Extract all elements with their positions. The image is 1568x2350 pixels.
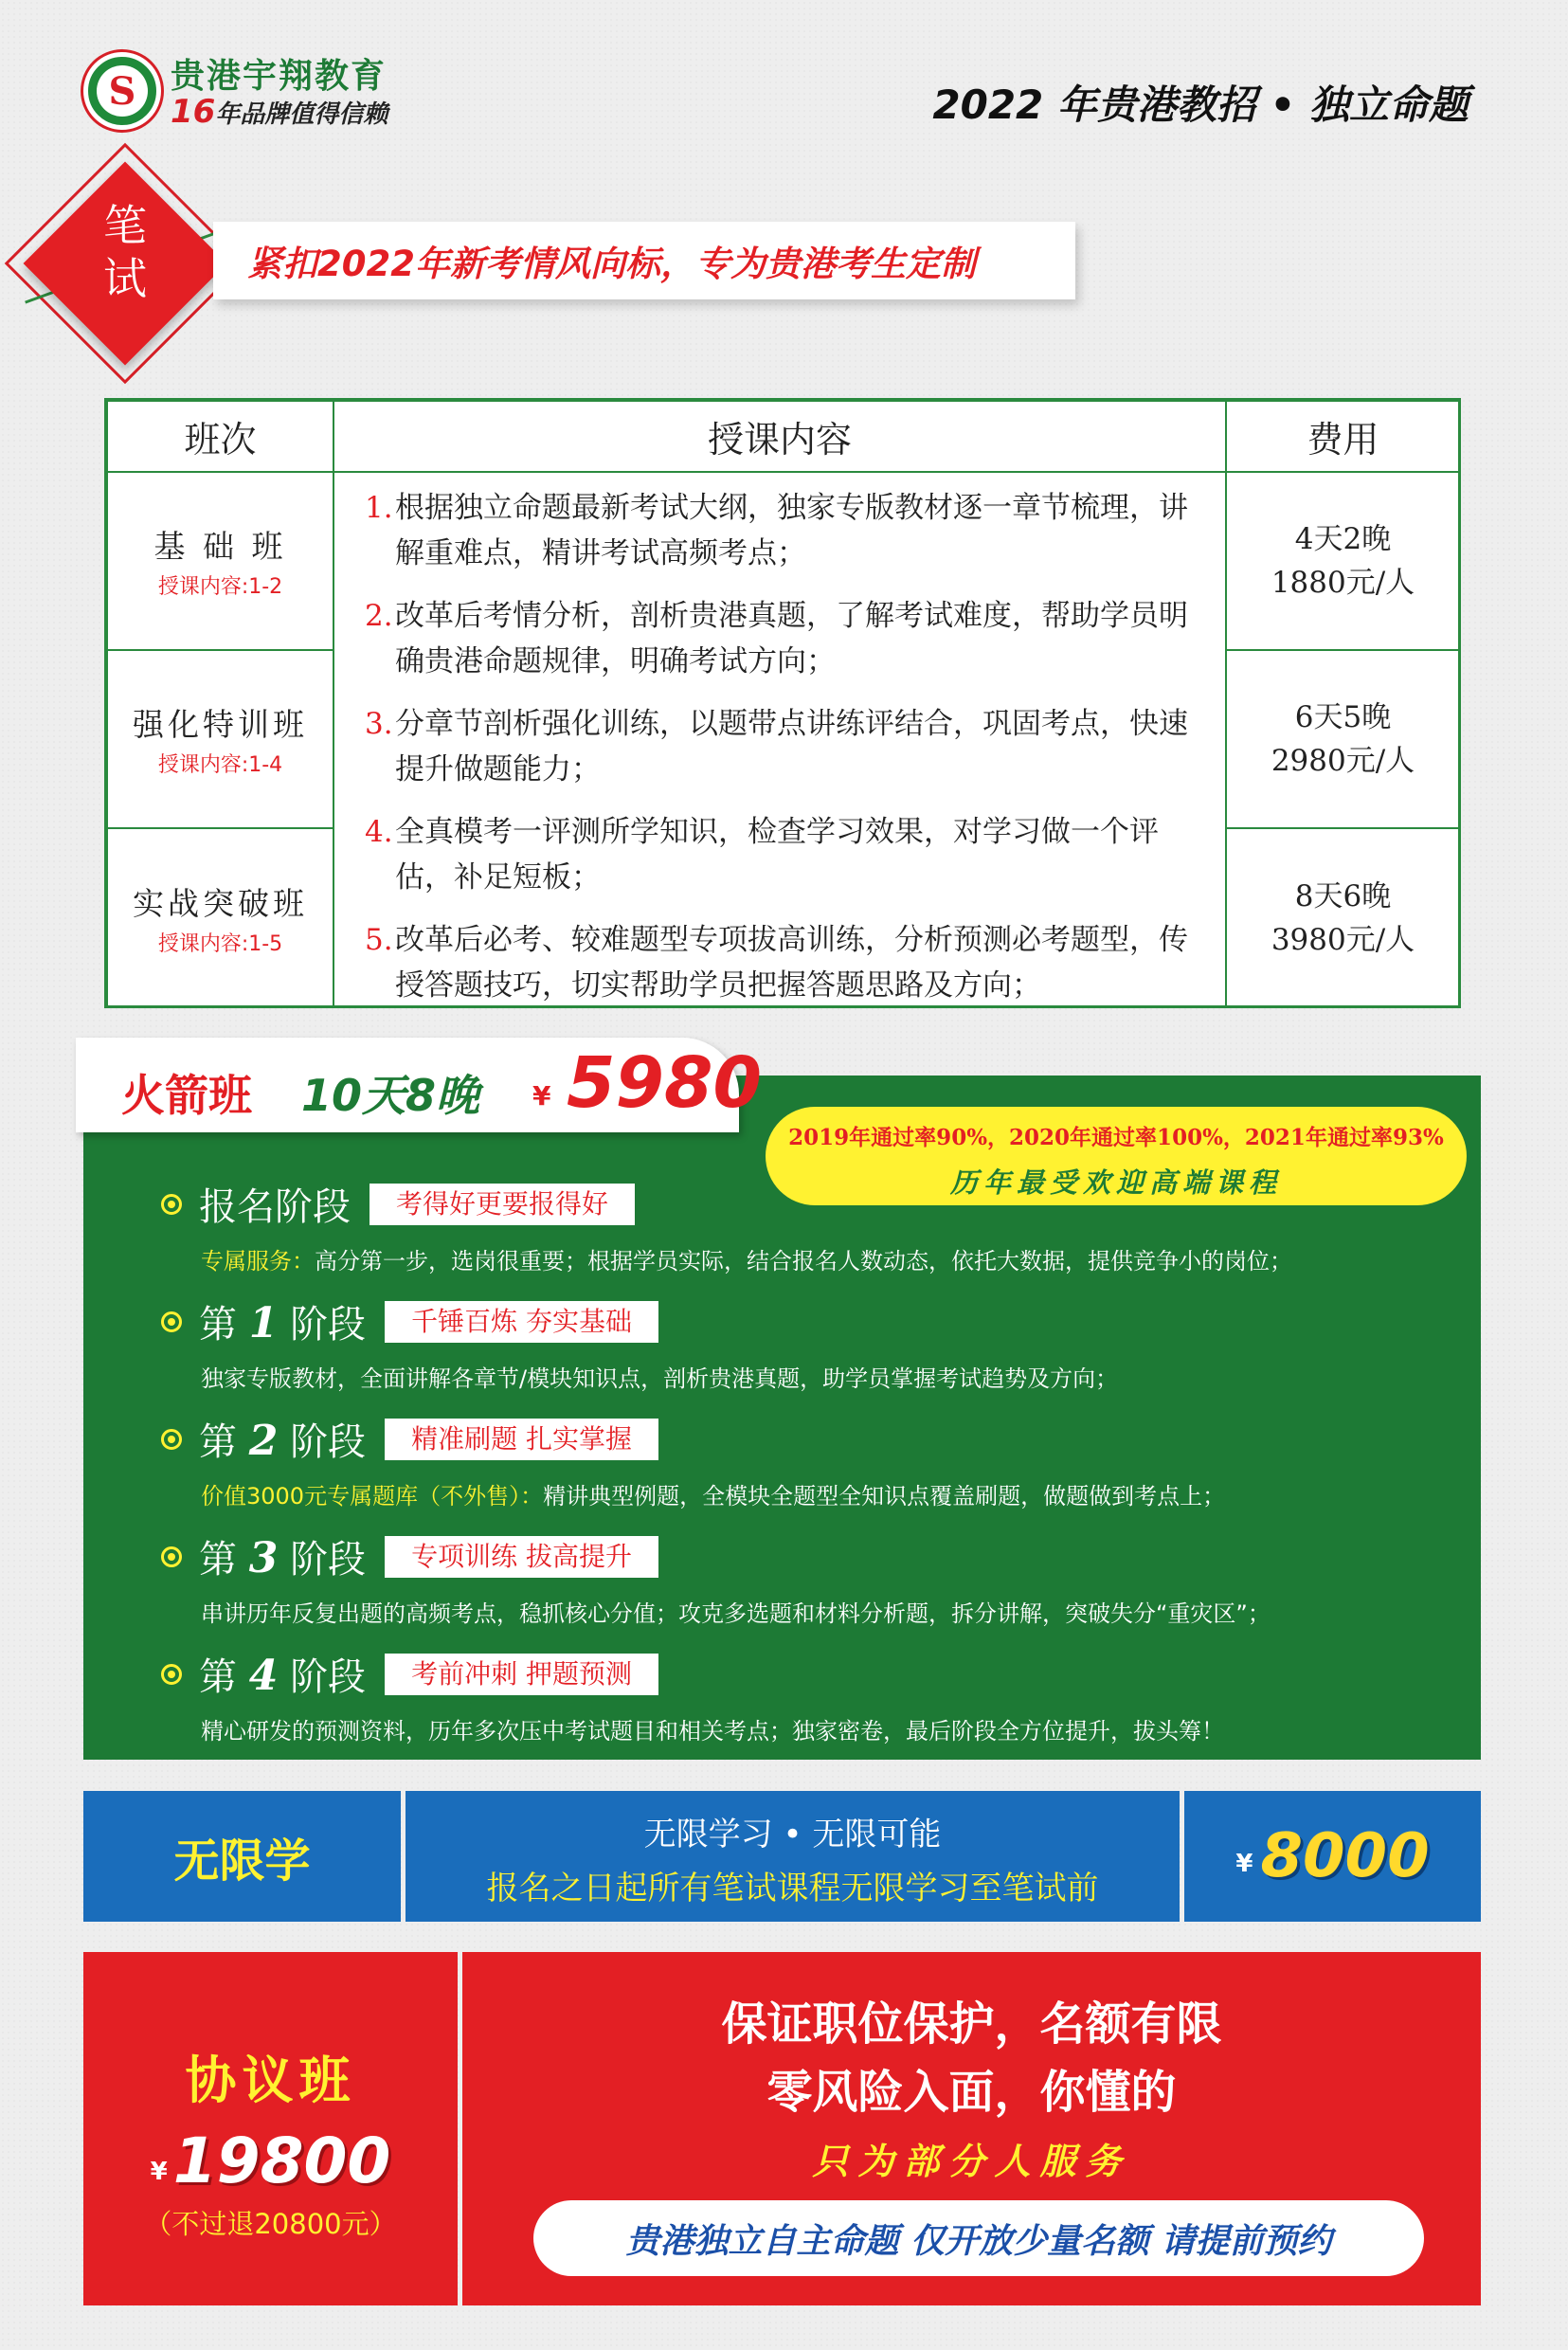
stage-tag: 考得好更要报得好: [369, 1184, 635, 1225]
item-text: 改革后考情分析，剖析贵港真题，了解考试难度，帮助学员明确贵港命题规律，明确考试方向；: [395, 599, 1188, 678]
class-content-range: 授课内容:1-4: [157, 753, 283, 777]
class-name: 基 础 班: [153, 528, 287, 565]
stage-title-suffix: 阶段: [290, 1420, 367, 1464]
table-header-content: 授课内容: [333, 400, 1227, 473]
unlimited-price-box: [1184, 1791, 1481, 1922]
written-badge-line1: 笔: [103, 200, 147, 251]
list-item: [365, 809, 1199, 900]
fee-duration: 8天6晚: [1294, 878, 1392, 913]
logo-emblem: [83, 52, 161, 130]
written-banner: 紧扣2022年新考情风向标，专为贵港考生定制: [213, 222, 1075, 299]
rocket-yen-icon: ¥: [532, 1080, 551, 1112]
class-content-range: 授课内容:1-2: [157, 575, 283, 599]
stage-title-prefix: 第: [199, 1420, 237, 1464]
stage-description-text: 精心研发的预测资料，历年多次压中考试题目和相关考点；独家密卷，最后阶段全方位提升，拔头筹！: [201, 1718, 1224, 1744]
logo-name: 贵港宇翔教育: [171, 56, 387, 96]
unlimited-yen-icon: ¥: [1235, 1850, 1253, 1878]
fee-price: 1880元/人: [1271, 566, 1415, 600]
agreement-class-name: 协议班: [185, 2050, 356, 2110]
agreement-class-box: [83, 1952, 458, 2305]
table-fee-intensive: [1225, 649, 1461, 829]
stage-title-text: 报名阶段: [199, 1185, 351, 1229]
item-number: 1.: [365, 491, 393, 525]
stage-description: [201, 1477, 1225, 1510]
stage-description: [201, 1242, 1292, 1275]
agreement-price: 19800: [172, 2124, 391, 2197]
stage-title: [199, 1177, 351, 1231]
stage-title-number: 2: [248, 1417, 279, 1465]
table-fee-breakthrough: [1225, 827, 1461, 1008]
fee-price: 3980元/人: [1271, 922, 1415, 957]
stage-title-prefix: 第: [199, 1655, 237, 1699]
unlimited-price: 8000: [1260, 1821, 1430, 1891]
class-name: 实战突破班: [133, 884, 308, 922]
logo-initial: S: [97, 65, 148, 117]
table-fee-basic: [1225, 471, 1461, 651]
unlimited-tagline: 无限学习 • 无限可能: [643, 1816, 942, 1853]
agreement-price-line: [83, 2124, 458, 2197]
class-name: 强化特训班: [133, 706, 308, 743]
list-item: [365, 701, 1199, 792]
table-row-class-intensive: [106, 649, 334, 829]
agreement-line3: 只为部分人服务: [812, 2141, 1131, 2182]
item-number: 5.: [365, 923, 393, 957]
table-row-class-breakthrough: [106, 827, 334, 1008]
fee-duration: 6天5晚: [1294, 700, 1392, 734]
item-number: 2.: [365, 599, 393, 633]
stage-tag: 千锤百炼 夯实基础: [385, 1301, 658, 1343]
stage-title: [199, 1647, 366, 1701]
stage-3: [161, 1529, 1271, 1628]
stage-title: [199, 1529, 366, 1583]
logo-slogan: [171, 93, 387, 131]
stage-title-number: 3: [248, 1534, 279, 1582]
stage-title-suffix: 阶段: [290, 1538, 367, 1582]
logo-slogan-number: 16: [171, 93, 216, 131]
stage-description: [201, 1360, 1118, 1393]
stage-description-highlight: 价值3000元专属题库（不外售）：: [201, 1483, 544, 1509]
stage-tag: 专项训练 拔高提升: [385, 1536, 658, 1578]
bullet-icon: [161, 1546, 182, 1567]
table-header-class: 班次: [106, 400, 334, 473]
unlimited-class-name: 无限学: [83, 1791, 401, 1922]
list-item: [365, 917, 1199, 1008]
stage-description-text: 独家专版教材，全面讲解各章节/模块知识点，剖析贵港真题，助学员掌握考试趋势及方向；: [201, 1365, 1119, 1392]
item-number: 3.: [365, 707, 393, 741]
item-text: 分章节剖析强化训练，以题带点讲练评结合，巩固考点，快速提升做题能力；: [395, 707, 1188, 786]
page-title: 2022 年贵港教招 • 独立命题: [932, 81, 1469, 128]
stage-4: [161, 1647, 1224, 1745]
stage-title-number: 1: [248, 1299, 279, 1347]
item-text: 改革后必考、较难题型专项拔高训练，分析预测必考题型，传授答题技巧，切实帮助学员把握答题思路及方向；: [395, 923, 1188, 1003]
stage-description-text: 高分第一步，选岗很重要；根据学员实际，结合报名人数动态，依托大数据，提供竞争小的岗位；: [315, 1248, 1292, 1274]
rocket-class-price: 5980: [567, 1042, 762, 1124]
bullet-icon: [161, 1311, 182, 1332]
agreement-line2: 零风险入面，你懂的: [766, 2066, 1177, 2119]
stage-tag: 精准刷题 扎实掌握: [385, 1419, 658, 1460]
agreement-line1: 保证职位保护，名额有限: [721, 1998, 1222, 2051]
stage-2: [161, 1412, 1225, 1510]
stage-description: [201, 1712, 1224, 1745]
fee-duration: 4天2晚: [1294, 522, 1392, 556]
written-badge: [68, 199, 182, 305]
course-content-list: [365, 485, 1199, 1025]
stage-signup: [161, 1177, 1292, 1275]
stage-title-number: 4: [248, 1652, 279, 1700]
stage-title-suffix: 阶段: [290, 1303, 367, 1347]
unlimited-description: 报名之日起所有笔试课程无限学习至笔试前: [486, 1870, 1099, 1907]
list-item: [365, 593, 1199, 684]
stage-tag: 考前冲刺 押题预测: [385, 1654, 658, 1695]
stage-description-highlight: 专属服务：: [201, 1248, 315, 1274]
stage-1: [161, 1294, 1118, 1393]
bullet-icon: [161, 1429, 182, 1450]
rocket-class-duration: 10天8晚: [301, 1070, 480, 1121]
list-item: [365, 485, 1199, 576]
pass-rate-slogan: 历年最受欢迎高端课程: [949, 1166, 1282, 1199]
stage-description: [201, 1595, 1271, 1628]
agreement-reservation-pill: 贵港独立自主命题 仅开放少量名额 请提前预约: [533, 2200, 1424, 2276]
bullet-icon: [161, 1664, 182, 1685]
written-badge-line2: 试: [103, 253, 147, 304]
stage-title-prefix: 第: [199, 1538, 237, 1582]
table-header-fee: 费用: [1225, 400, 1461, 473]
rocket-class-name: 火箭班: [121, 1070, 252, 1121]
stage-title-prefix: 第: [199, 1303, 237, 1347]
stage-title: [199, 1294, 366, 1348]
class-content-range: 授课内容:1-5: [157, 931, 283, 956]
table-row-class-basic: [106, 471, 334, 651]
item-text: 全真模考一评测所学知识，检查学习效果，对学习做一个评估，补足短板；: [395, 815, 1159, 895]
pass-rate-text: 2019年通过率90%，2020年通过率100%，2021年通过率93%: [788, 1125, 1444, 1150]
agreement-yen-icon: ¥: [150, 2158, 168, 2186]
item-number: 4.: [365, 815, 393, 849]
bullet-icon: [161, 1194, 182, 1215]
agreement-refund-note: （不过退20800元）: [144, 2208, 397, 2240]
stage-title: [199, 1412, 366, 1466]
stage-description-text: 串讲历年反复出题的高频考点，稳抓核心分值；攻克多选题和材料分析题，拆分讲解，突破失分“重灾区”；: [201, 1600, 1271, 1627]
unlimited-class-info: [406, 1791, 1180, 1922]
logo-slogan-text: 年品牌值得信赖: [215, 100, 388, 129]
stage-description-text: 精讲典型例题，全模块全题型全知识点覆盖刷题，做题做到考点上；: [543, 1483, 1226, 1509]
item-text: 根据独立命题最新考试大纲，独家专版教材逐一章节梳理，讲解重难点，精讲考试高频考点；: [395, 491, 1188, 570]
fee-price: 2980元/人: [1271, 744, 1415, 778]
stage-title-suffix: 阶段: [290, 1655, 367, 1699]
